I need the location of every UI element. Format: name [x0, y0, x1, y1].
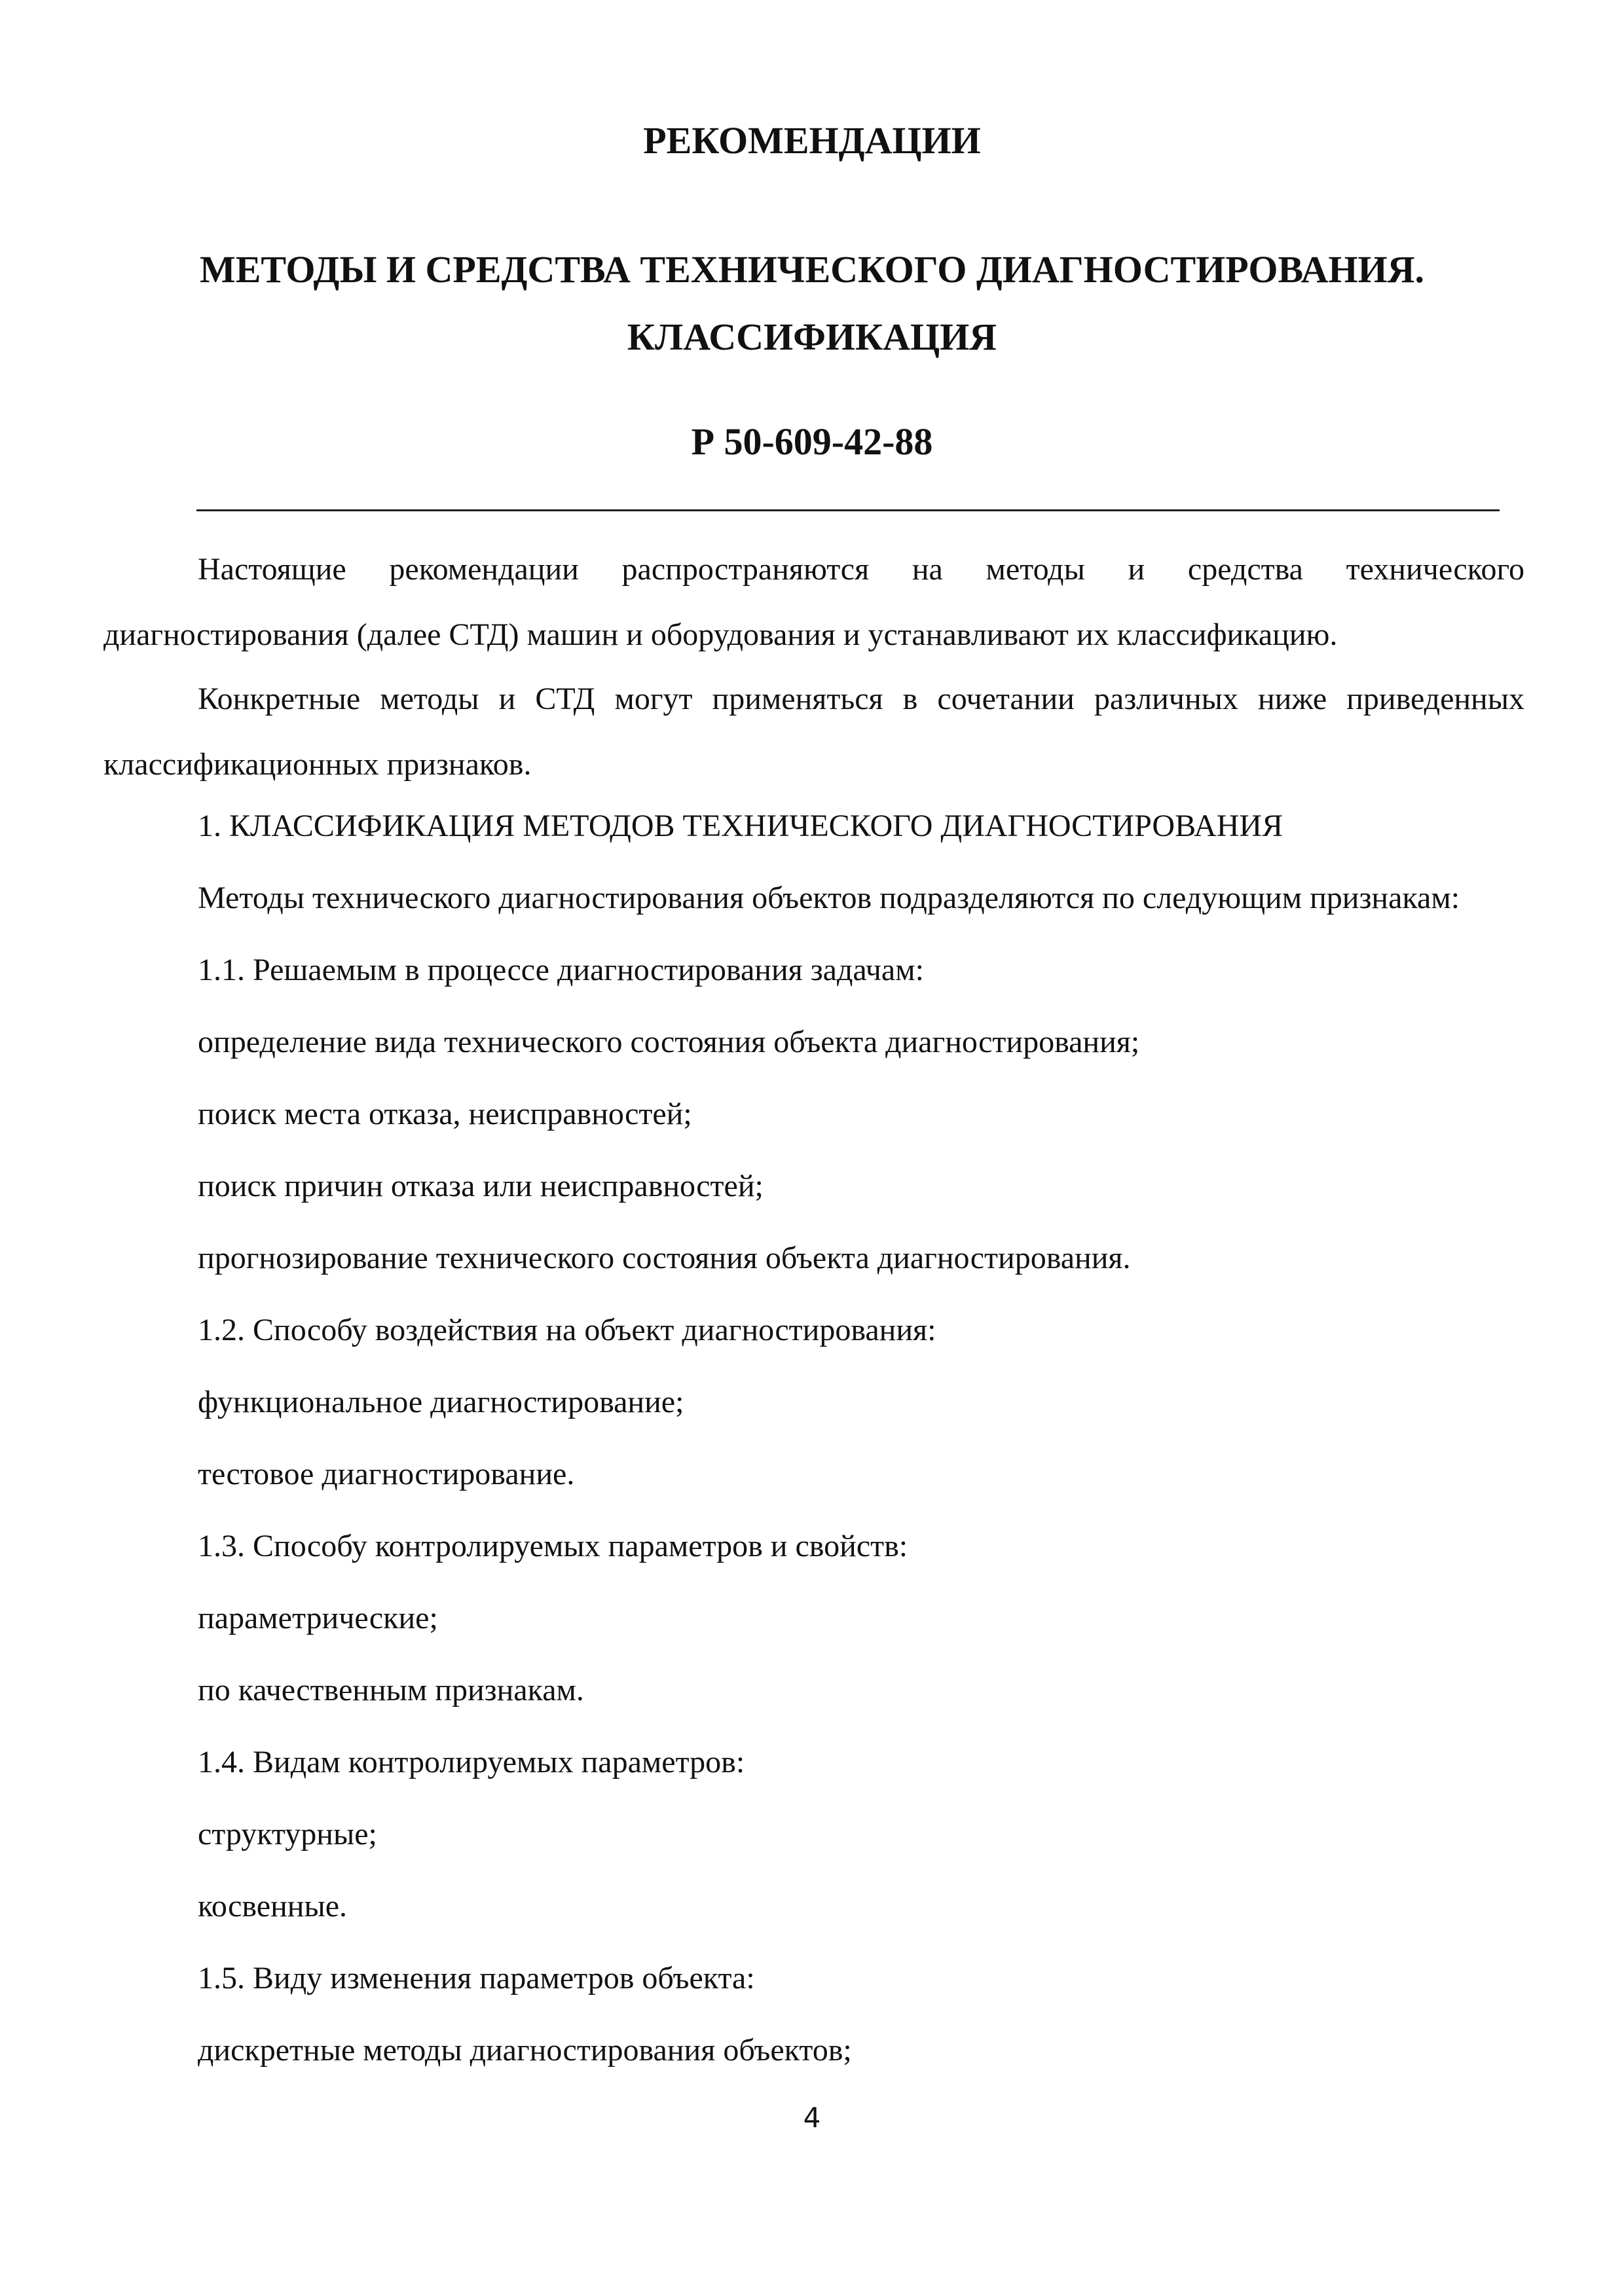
document-code: Р 50-609-42-88	[691, 420, 933, 463]
list-line: 1.5. Виду изменения параметров объекта:	[198, 1961, 755, 1995]
list-line: косвенные.	[198, 1889, 347, 1923]
intro-paragraph-1: Настоящие рекомендации распространяются на методы и средства технического диагностирования (далее СТД) машин и оборудования и устанавливают их классификацию.	[103, 552, 1524, 652]
list-line: функциональное диагностирование;	[198, 1385, 684, 1419]
list-line: 1.3. Способу контролируемых параметров и свойств:	[198, 1529, 908, 1563]
list-line: по качественным признакам.	[198, 1673, 584, 1707]
section-lead: Методы технического диагностирования объектов подразделяются по следующим признакам:	[198, 881, 1460, 915]
list-line: 1.1. Решаемым в процессе диагностирования задачам:	[198, 953, 924, 987]
list-line: определение вида технического состояния объекта диагностирования;	[198, 1025, 1140, 1059]
list-line: 1.4. Видам контролируемых параметров:	[198, 1745, 745, 1779]
section-title: 1. КЛАССИФИКАЦИЯ МЕТОДОВ ТЕХНИЧЕСКОГО ДИАГНОСТИРОВАНИЯ	[198, 809, 1283, 843]
header-divider	[196, 509, 1500, 511]
document-title-line-1: МЕТОДЫ И СРЕДСТВА ТЕХНИЧЕСКОГО ДИАГНОСТИРОВАНИЯ.	[199, 248, 1425, 291]
list-line: 1.2. Способу воздействия на объект диагностирования:	[198, 1313, 936, 1347]
list-line: параметрические;	[198, 1601, 438, 1635]
document-title-line-2: КЛАССИФИКАЦИЯ	[627, 316, 997, 358]
document-title	[0, 236, 1624, 371]
document-heading: РЕКОМЕНДАЦИИ	[643, 119, 981, 162]
list-line: поиск причин отказа или неисправностей;	[198, 1169, 764, 1203]
list-line: поиск места отказа, неисправностей;	[198, 1097, 692, 1131]
list-line: прогнозирование технического состояния объекта диагностирования.	[198, 1241, 1131, 1275]
page-number: 4	[803, 2102, 821, 2134]
list-line: дискретные методы диагностирования объектов;	[198, 2033, 852, 2068]
list-line: структурные;	[198, 1817, 377, 1851]
intro-paragraph-2: Конкретные методы и СТД могут применяться в сочетании различных ниже приведенных классификационных признаков.	[103, 682, 1524, 782]
list-line: тестовое диагностирование.	[198, 1457, 575, 1491]
